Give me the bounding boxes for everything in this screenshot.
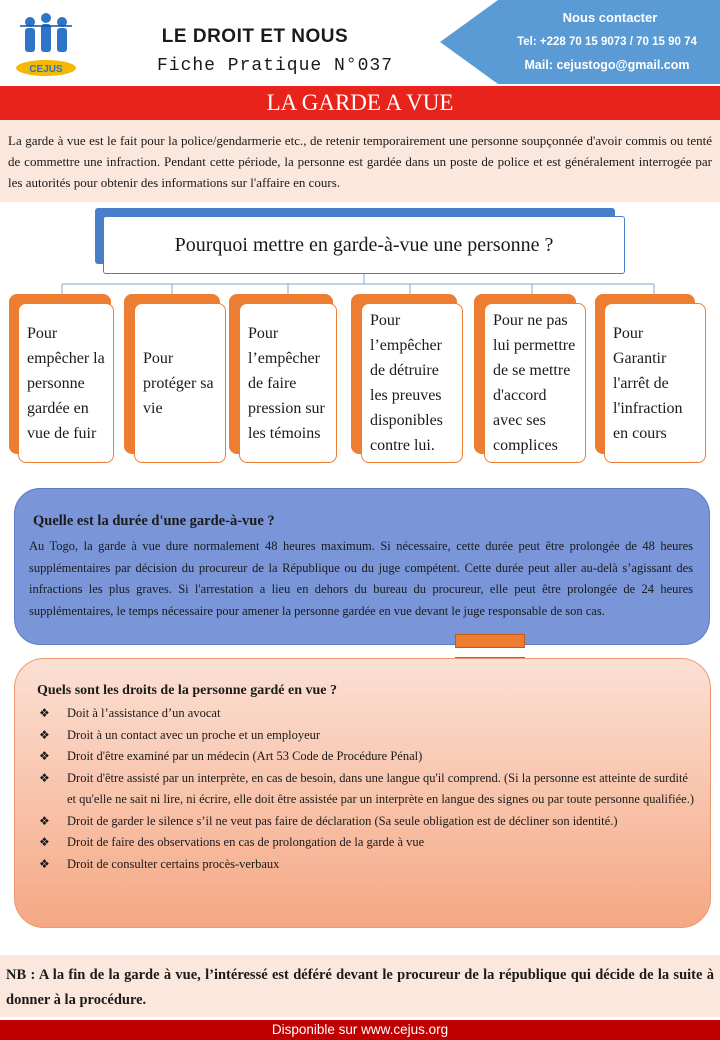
- list-item: [35, 811, 694, 833]
- reason-text: Pour empêcher la personne gardée en vue de fuir: [27, 324, 105, 442]
- reason-text: Pour protéger sa vie: [143, 349, 214, 417]
- reason-card: [134, 303, 226, 463]
- question-text: Pourquoi mettre en garde-à-vue une personne ?: [174, 234, 554, 256]
- duration-section: [14, 488, 710, 645]
- reason-text: Pour ne pas lui permettre de se mettre d'accord avec ses complices: [493, 312, 576, 454]
- right-text: Droit de faire des observations en cas de prolongation de la garde à vue: [67, 835, 425, 849]
- rights-list: [35, 703, 694, 875]
- list-item: [35, 703, 694, 725]
- right-text: Droit de garder le silence s’il ne veut pas faire de déclaration (Sa seule obligation est de décliner son identité.): [67, 813, 618, 828]
- contact-title: Nous contacter: [562, 10, 658, 25]
- reason-card: [361, 303, 463, 463]
- list-item: [35, 768, 694, 811]
- right-text: Droit de consulter certains procès-verbaux: [67, 856, 280, 871]
- connector-lines: [0, 0, 720, 300]
- rights-title: Quels sont les droits de la personne gardé en vue ?: [37, 683, 337, 698]
- logo-text: CEJUS: [29, 64, 63, 75]
- duration-title: Quelle est la durée d'une garde-à-vue ?: [33, 513, 275, 529]
- nb-note: NB : A la fin de la garde à vue, l’intéressé est déféré devant le procureur de la république qui décide de la suite à donner à la procédure.: [0, 955, 720, 1017]
- list-item: [35, 832, 694, 854]
- right-text: Doit à l’assistance d’un avocat: [67, 706, 221, 720]
- diamond-bullet-icon: ❖: [39, 813, 50, 828]
- reason-text: Pour Garantir l'arrêt de l'infraction en cours: [613, 324, 683, 442]
- right-text: Droit d'être assisté par un interprète, en cas de besoin, dans une langue qu'il comprend. (Si la personne est atteinte de surdité et qu'elle ne sait ni lire, ni écrire, elle doit être assistée par un interprète en langue des signes ou par toute personne qualifiée.): [67, 770, 695, 806]
- brand-subtitle: Fiche Pratique N°037: [156, 56, 394, 76]
- diamond-bullet-icon: ❖: [39, 749, 50, 763]
- diamond-bullet-icon: ❖: [39, 856, 50, 871]
- footer-link[interactable]: Disponible sur www.cejus.org: [0, 1020, 720, 1040]
- duration-text: Au Togo, la garde à vue dure normalement 48 heures maximum. Si nécessaire, cette durée peut être prolongée de 48 heures supplémentaires par décision du procureur de la République ou du juge compétent. Cette durée peut aller au-delà s’agissant des infractions les plus graves. Si l'arrestation a lieu en dehors du bureau du procureur, elle peut être prolongée de 24 heures supplémentaires, le temps nécessaire pour amener la personne gardée en vue devant le juge responsable de son cas.: [29, 539, 693, 618]
- reason-text: Pour l’empêcher de détruire les preuves disponibles contre lui.: [370, 312, 443, 454]
- separator-bar: [455, 634, 525, 648]
- diamond-bullet-icon: ❖: [39, 835, 50, 849]
- diamond-bullet-icon: ❖: [39, 706, 50, 720]
- reason-card: [484, 303, 586, 463]
- rights-section: [14, 658, 711, 928]
- page-title: LA GARDE A VUE: [0, 86, 720, 120]
- diamond-bullet-icon: ❖: [39, 770, 50, 785]
- contact-mail: Mail: cejustogo@gmail.com: [524, 58, 690, 72]
- list-item: [35, 725, 694, 747]
- reason-card: [18, 303, 114, 463]
- list-item: [35, 746, 694, 768]
- contact-phone: Tel: +228 70 15 9073 / 70 15 90 74: [517, 36, 697, 48]
- diamond-bullet-icon: ❖: [39, 727, 50, 742]
- brand-title: LE DROIT ET NOUS: [161, 26, 349, 47]
- right-text: Droit d'être examiné par un médecin (Art 53 Code de Procédure Pénal): [67, 749, 423, 763]
- intro-paragraph: La garde à vue est le fait pour la police/gendarmerie etc., de retenir temporairement une personne soupçonnée d'avoir commis ou tenté de commettre une infraction. Pendant cette période, la personne est gardée dans un poste de police et est généralement interrogée par les autorités pour obtenir des informations sur l'affaire en cours.: [0, 120, 720, 202]
- right-text: Droit à un contact avec un proche et un employeur: [67, 727, 321, 742]
- list-item: [35, 854, 694, 876]
- reason-card: [604, 303, 706, 463]
- reason-text: Pour l’empêcher de faire pression sur les témoins: [248, 324, 325, 442]
- reason-card: [239, 303, 337, 463]
